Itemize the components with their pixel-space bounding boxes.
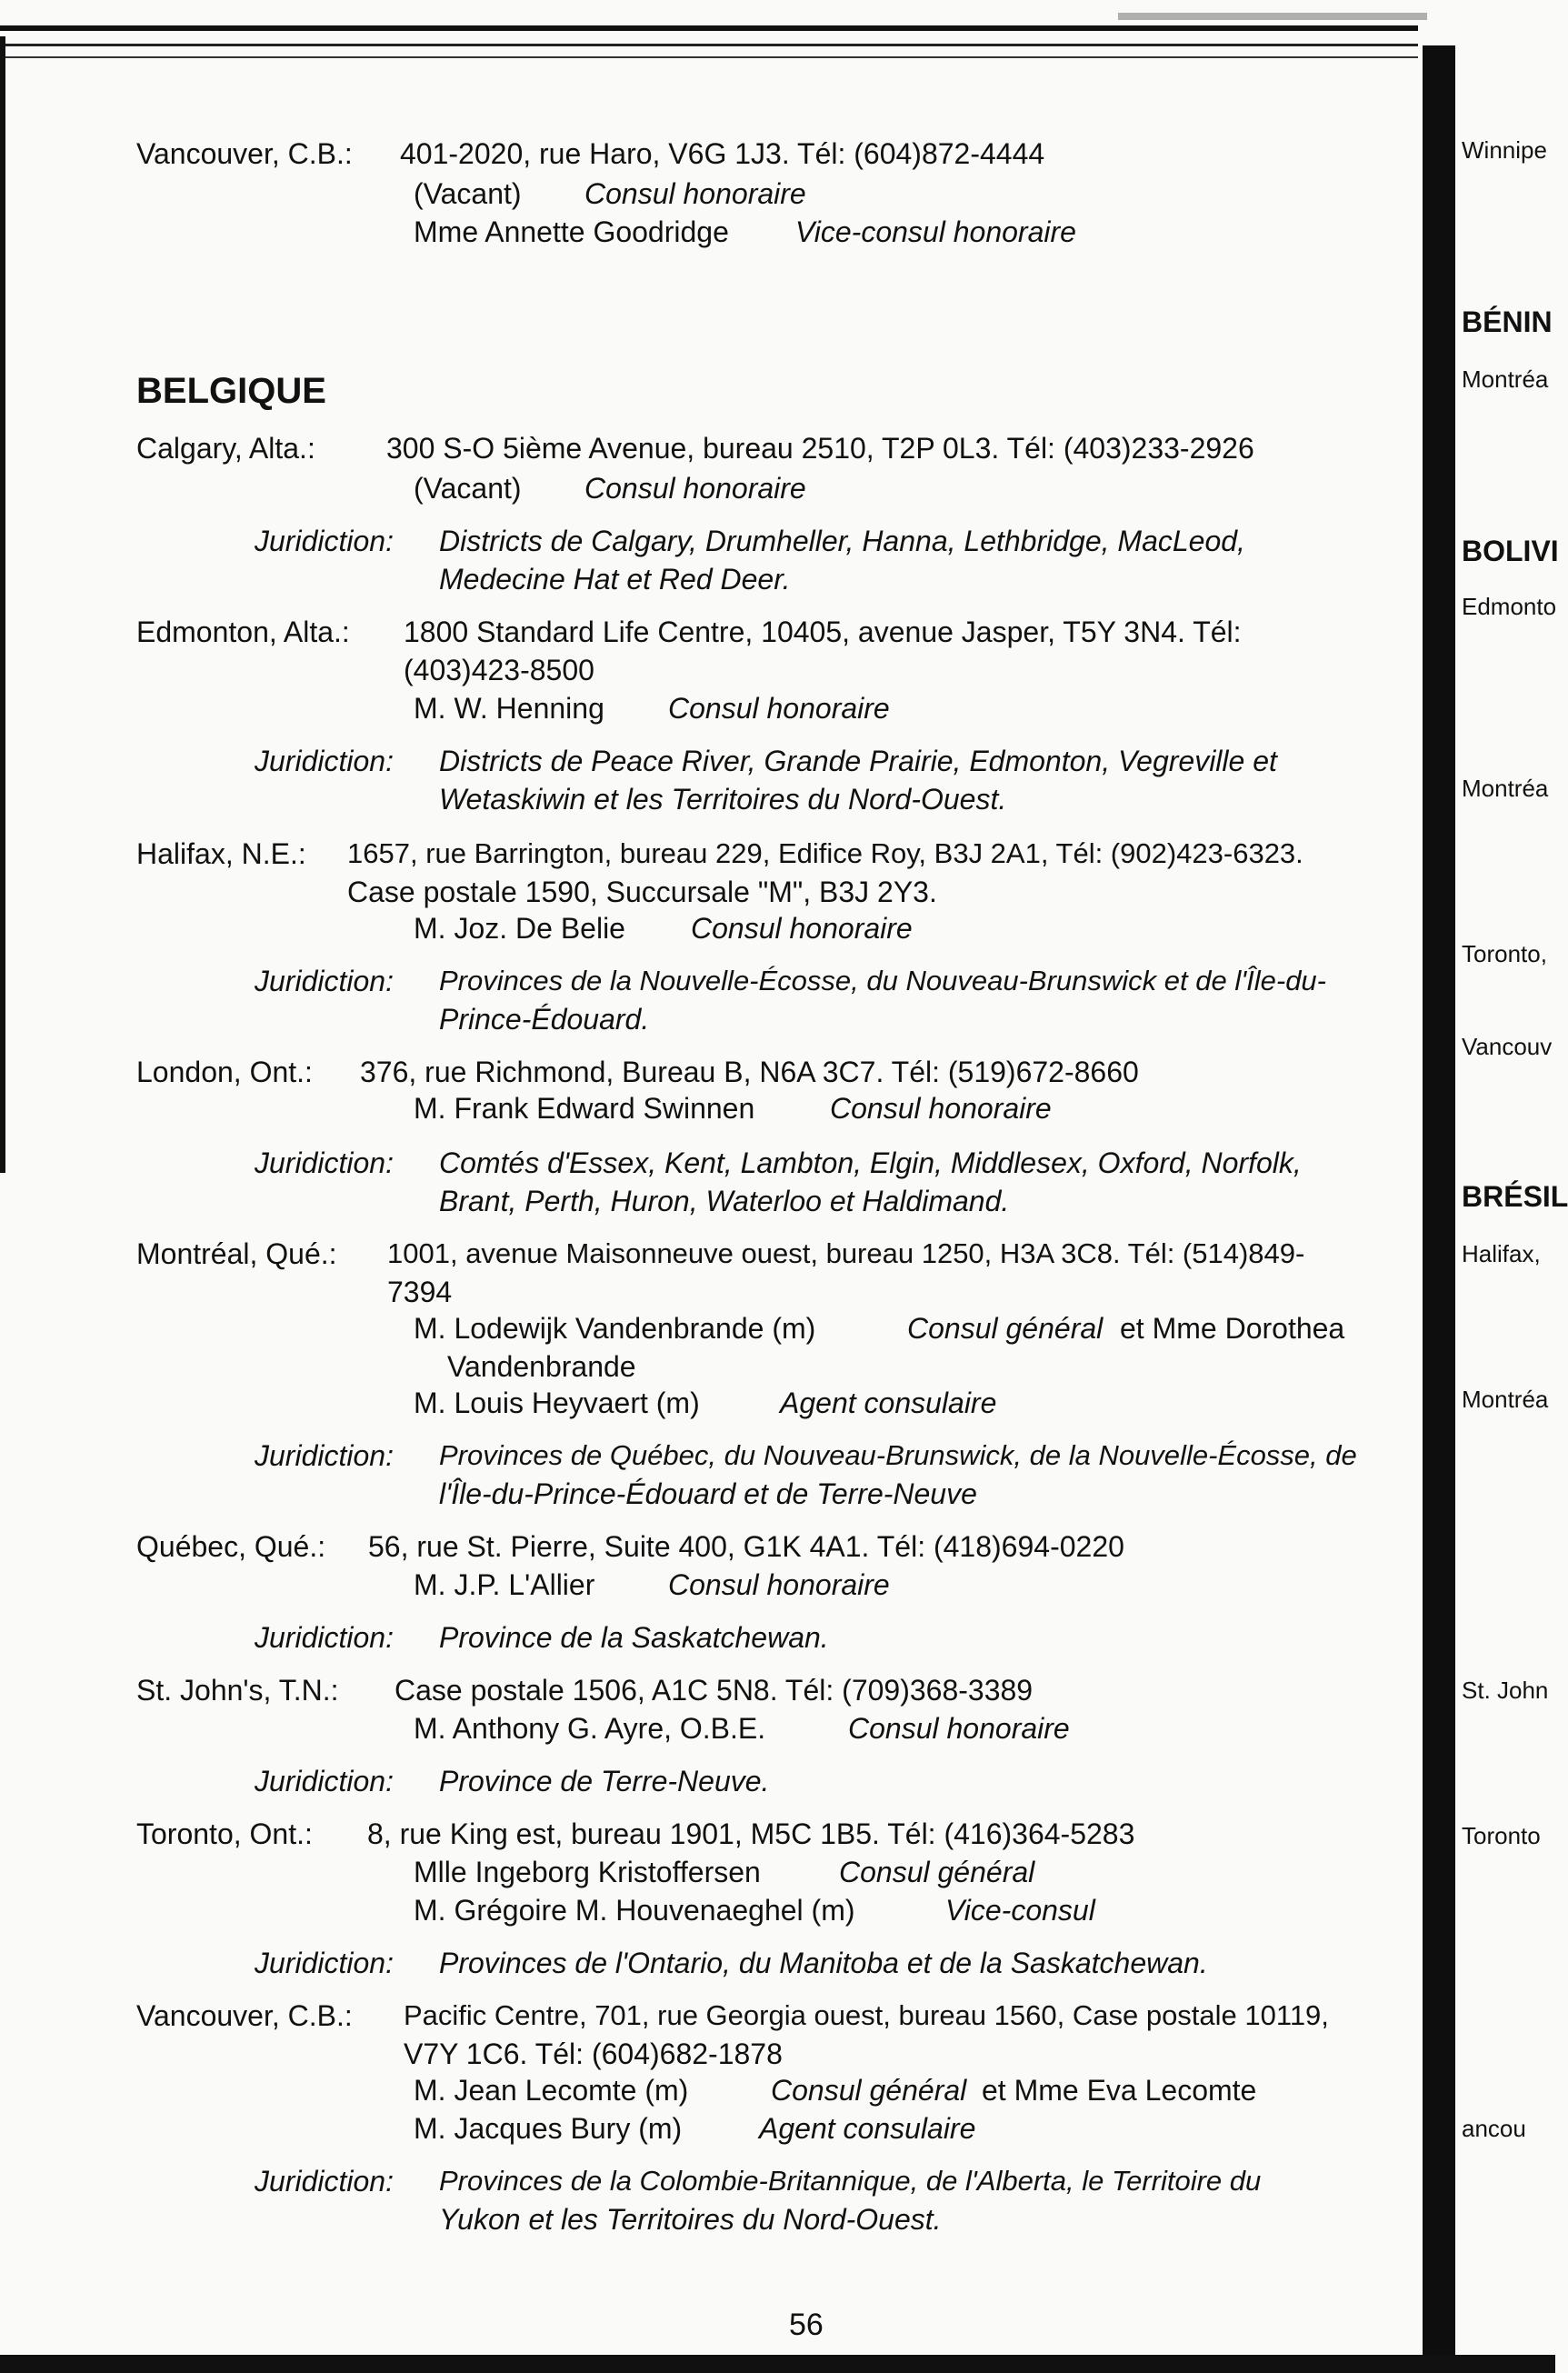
adjacent-heading: BRÉSIL [1462,1180,1568,1213]
adjacent-text: ancou [1462,2115,1526,2142]
bottom-scan-edge [0,2355,1555,2373]
adjacent-text: Halifax, [1462,1240,1541,1267]
address: V7Y 1C6. Tél: (604)682-1878 [404,2038,783,2070]
juridiction-label: Juridiction: [255,1621,394,1654]
address: 7394 [387,1276,453,1308]
person-name: M. Joz. De Belie [414,912,625,945]
address: 56, rue St. Pierre, Suite 400, G1K 4A1. Tél: (418)694-0220 [368,1530,1124,1563]
person-extra: et Mme Dorothea [1120,1312,1345,1345]
person-title: Consul honoraire [691,912,913,945]
juridiction-label: Juridiction: [255,745,394,777]
address: Case postale 1506, A1C 5N8. Tél: (709)368-3389 [394,1674,1034,1707]
adjacent-text: Montréa [1462,775,1549,802]
person-title: Agent consulaire [759,2112,976,2145]
juridiction-text: Wetaskiwin et les Territoires du Nord-Ouest. [439,783,1007,816]
person-name: M. Anthony G. Ayre, O.B.E. [414,1712,766,1745]
juridiction-label: Juridiction: [255,1146,394,1179]
address: (403)423-8500 [404,654,594,686]
address: Pacific Centre, 701, rue Georgia ouest, bureau 1560, Case postale 10119, [404,1999,1329,2031]
adjacent-text: Montréa [1462,365,1549,393]
address: 300 S-O 5ième Avenue, bureau 2510, T2P 0L3. Tél: (403)233-2926 [386,432,1254,465]
adjacent-heading: BOLIVI [1462,535,1559,567]
scan-noise [1118,13,1427,20]
juridiction-text: Comtés d'Essex, Kent, Lambton, Elgin, Middlesex, Oxford, Norfolk, [439,1146,1302,1179]
person-name: (Vacant) [414,177,522,210]
juridiction-text: Districts de Peace River, Grande Prairie, Edmonton, Vegreville et [439,745,1277,777]
address: 401-2020, rue Haro, V6G 1J3. Tél: (604)872-4444 [400,137,1045,170]
address: 1800 Standard Life Centre, 10405, avenue Jasper, T5Y 3N4. Tél: [404,616,1242,648]
city-label: Toronto, Ont.: [136,1817,313,1850]
adjacent-text: Winnipe [1462,136,1547,164]
city-label: Calgary, Alta.: [136,432,315,465]
top-rule-tertiary [0,56,1418,58]
person-title: Consul général [839,1856,1035,1888]
juridiction-text: Provinces de Québec, du Nouveau-Brunswick, de la Nouvelle-Écosse, de [439,1439,1357,1471]
person-name: (Vacant) [414,472,522,505]
city-label: Montréal, Qué.: [136,1237,337,1270]
top-rule-secondary [0,44,1418,46]
juridiction-label: Juridiction: [255,1439,394,1472]
person-name: M. W. Henning [414,692,604,725]
juridiction-text: Province de Terre-Neuve. [439,1765,770,1797]
juridiction-text: Provinces de la Colombie-Britannique, de l'Alberta, le Territoire du [439,2165,1262,2197]
juridiction-text: Yukon et les Territoires du Nord-Ouest. [439,2203,942,2236]
section-heading-belgique: BELGIQUE [136,371,326,411]
person-name-cont: Vandenbrande [447,1350,636,1383]
person-title: Consul honoraire [830,1092,1052,1125]
juridiction-label: Juridiction: [255,965,394,997]
adjacent-text: Vancouv [1462,1033,1553,1060]
juridiction-label: Juridiction: [255,1765,394,1797]
person-title: Consul honoraire [668,692,890,725]
person-name: M. Jacques Bury (m) [414,2112,683,2145]
city-label: London, Ont.: [136,1056,313,1088]
city-label: Québec, Qué.: [136,1530,326,1563]
person-extra: et Mme Eva Lecomte [982,2074,1257,2107]
adjacent-heading: BÉNIN [1462,305,1553,338]
address: 1001, avenue Maisonneuve ouest, bureau 1250, H3A 3C8. Tél: (514)849- [387,1237,1305,1269]
city-label: Edmonton, Alta.: [136,616,350,648]
adjacent-text: Edmonto [1462,593,1557,620]
juridiction-text: Provinces de l'Ontario, du Manitoba et de la Saskatchewan. [439,1947,1208,1979]
person-name: M. Grégoire M. Houvenaeghel (m) [414,1894,855,1927]
juridiction-text: Province de la Saskatchewan. [439,1621,829,1654]
adjacent-text: Toronto [1462,1822,1541,1849]
person-name: Mlle Ingeborg Kristoffersen [414,1856,761,1888]
juridiction-text: Provinces de la Nouvelle-Écosse, du Nouveau-Brunswick et de l'Île-du- [439,965,1327,996]
person-title: Vice-consul honoraire [795,215,1076,248]
person-title: Consul honoraire [848,1712,1070,1745]
person-name: M. J.P. L'Allier [414,1568,595,1601]
person-title: Consul honoraire [584,177,806,210]
left-scan-edge [0,36,5,1173]
address: Case postale 1590, Succursale "M", B3J 2Y3. [347,876,937,908]
person-title: Vice-consul [945,1894,1095,1927]
address: 376, rue Richmond, Bureau B, N6A 3C7. Tél: (519)672-8660 [360,1056,1139,1088]
city-label: Halifax, N.E.: [136,837,306,870]
juridiction-text: l'Île-du-Prince-Édouard et de Terre-Neuve [439,1477,977,1510]
address: 8, rue King est, bureau 1901, M5C 1B5. Tél: (416)364-5283 [367,1817,1135,1850]
person-name: Mme Annette Goodridge [414,215,729,248]
city-label: Vancouver, C.B.: [136,137,353,170]
city-label: Vancouver, C.B.: [136,1999,353,2032]
person-title: Consul honoraire [584,472,806,505]
juridiction-label: Juridiction: [255,2165,394,2198]
juridiction-text: Districts de Calgary, Drumheller, Hanna, Lethbridge, MacLeod, [439,525,1245,557]
adjacent-text: Montréa [1462,1386,1549,1413]
adjacent-text: St. John [1462,1677,1549,1704]
person-title: Consul général [771,2074,967,2107]
juridiction-label: Juridiction: [255,1947,394,1979]
person-title: Consul général [907,1312,1104,1345]
page-number: 56 [789,2308,824,2342]
person-title: Consul honoraire [668,1568,890,1601]
address: 1657, rue Barrington, bureau 229, Edifice Roy, B3J 2A1, Tél: (902)423-6323. [347,837,1303,869]
city-label: St. John's, T.N.: [136,1674,339,1707]
person-name: M. Lodewijk Vandenbrande (m) [414,1312,816,1345]
juridiction-text: Medecine Hat et Red Deer. [439,563,791,596]
person-title: Agent consulaire [780,1387,997,1419]
juridiction-label: Juridiction: [255,525,394,557]
person-name: M. Jean Lecomte (m) [414,2074,689,2107]
person-name: M. Louis Heyvaert (m) [414,1387,700,1419]
juridiction-text: Brant, Perth, Huron, Waterloo et Haldimand. [439,1185,1010,1217]
adjacent-text: Toronto, [1462,940,1547,967]
top-rule [0,25,1418,31]
page-gutter [1423,45,1455,2373]
juridiction-text: Prince-Édouard. [439,1003,650,1036]
person-name: M. Frank Edward Swinnen [414,1092,755,1125]
